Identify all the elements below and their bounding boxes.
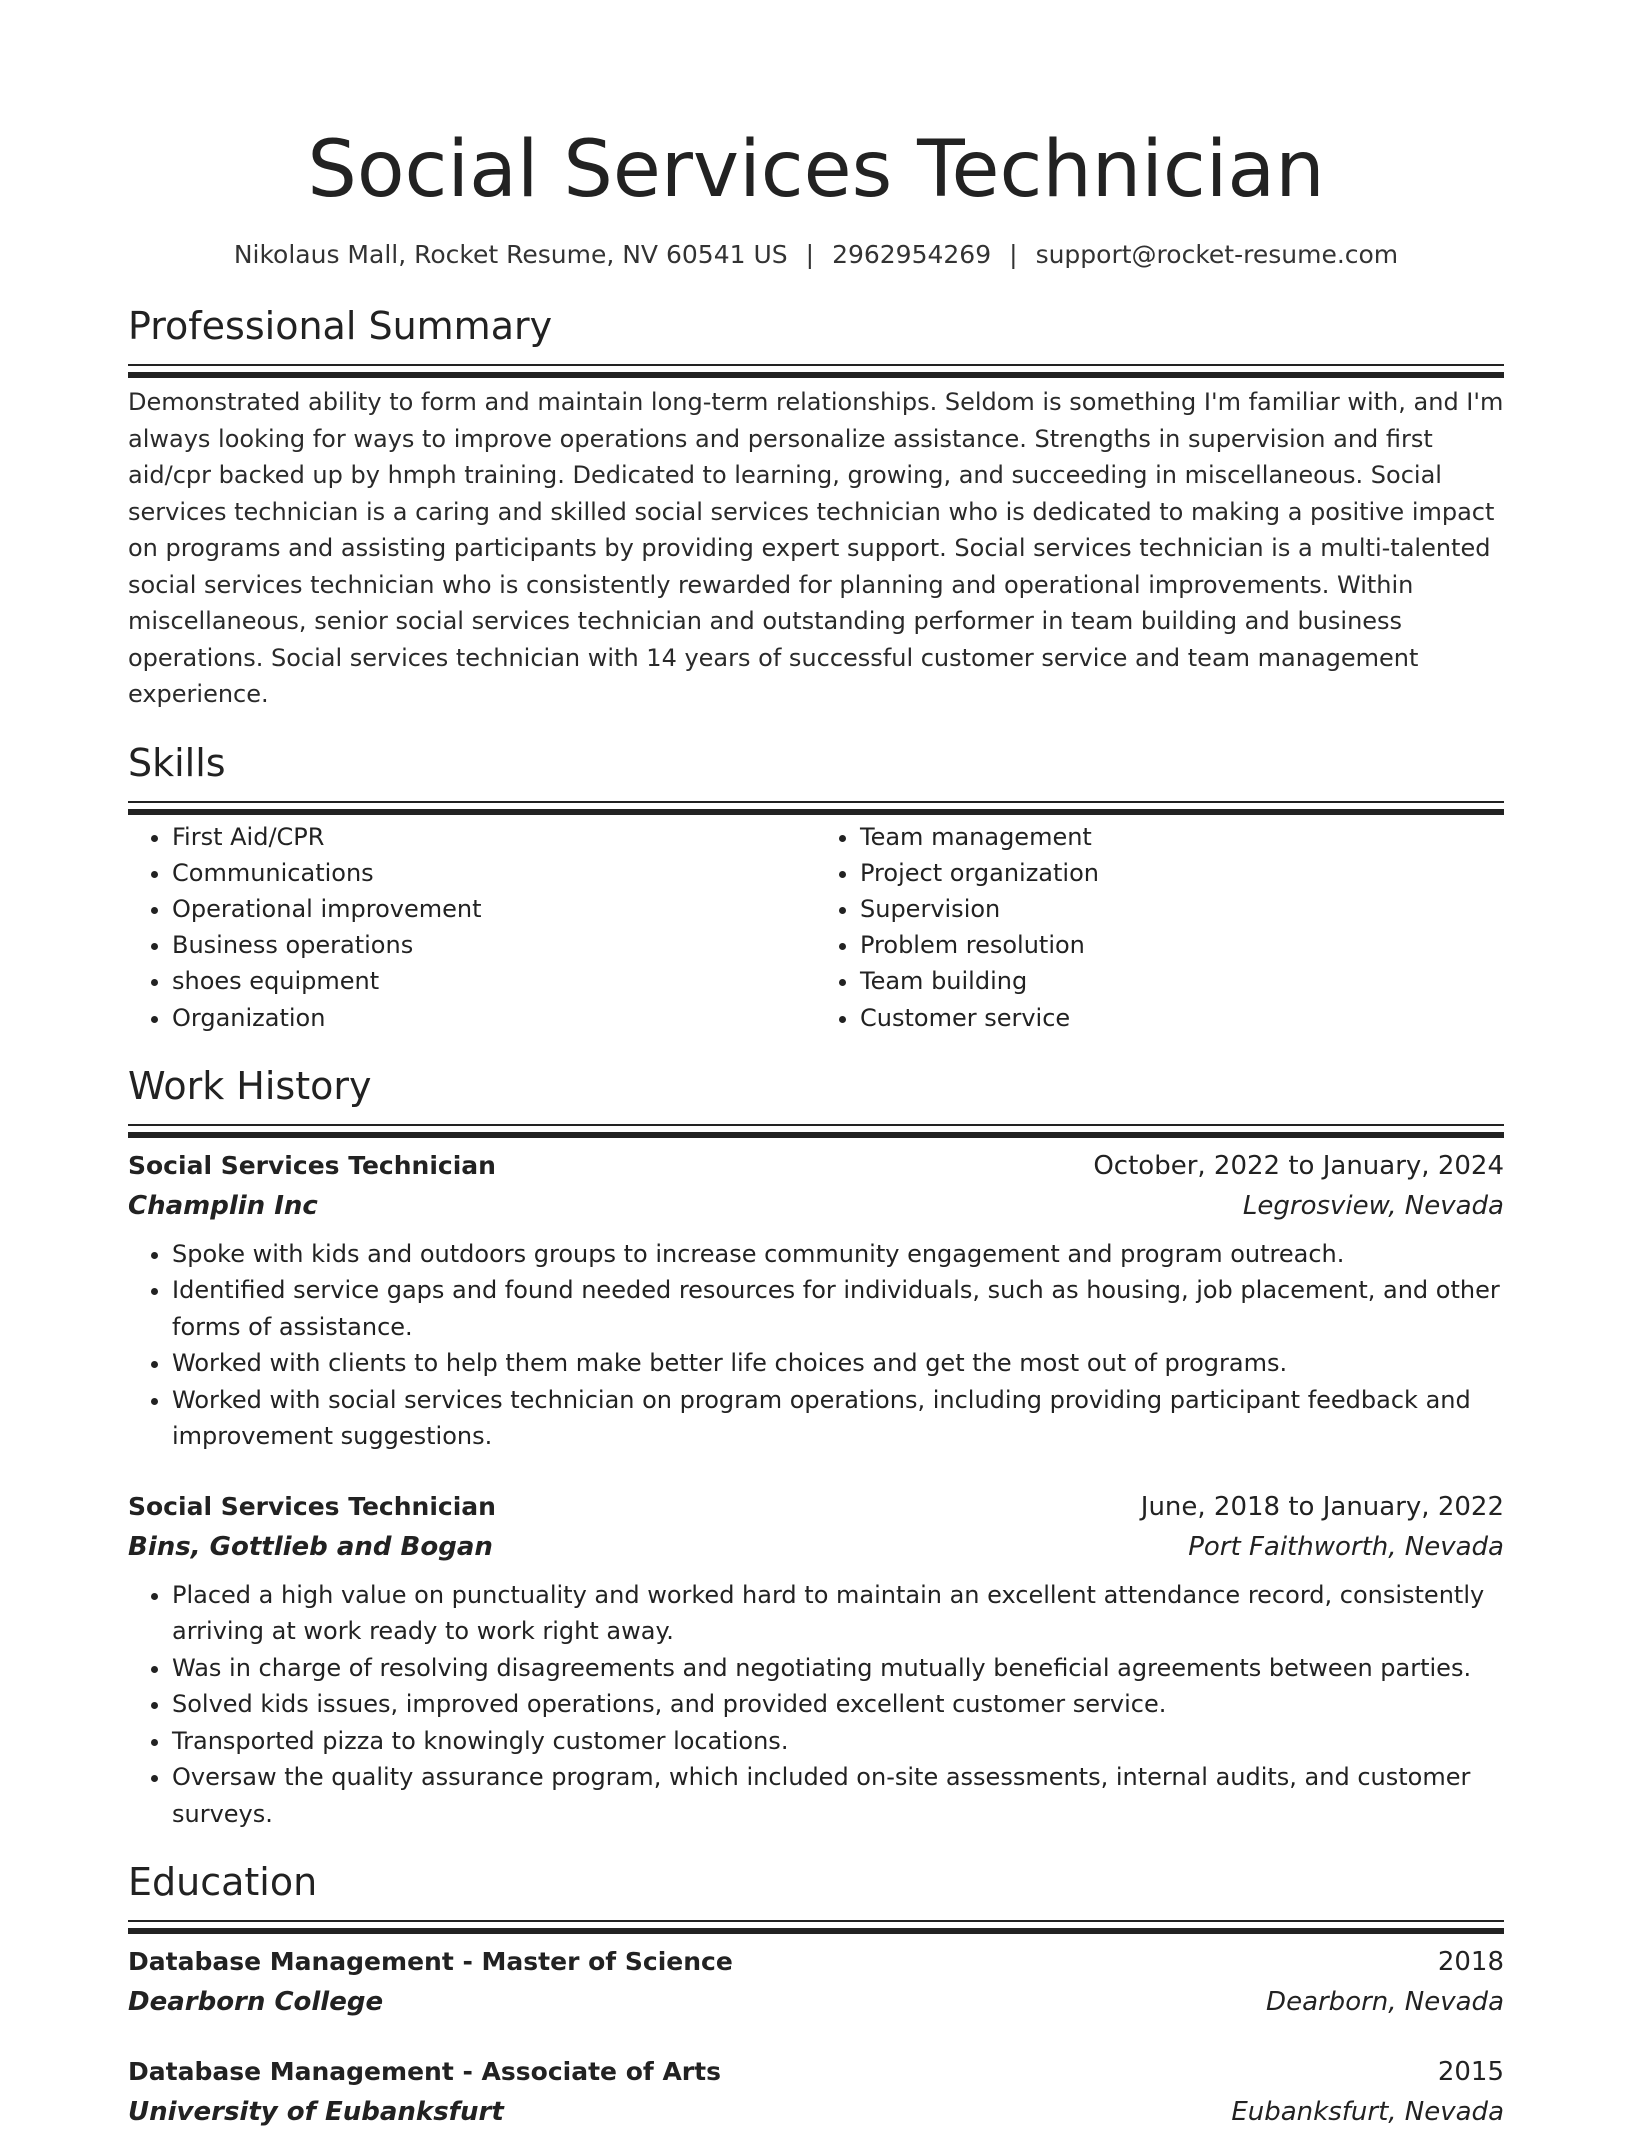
education-degree: Database Management - Associate of Arts xyxy=(128,2057,721,2087)
education-year: 2018 xyxy=(1437,1947,1504,1978)
education-entry xyxy=(128,2052,1504,2132)
job-bullets xyxy=(128,1236,1504,1455)
contact-email: support@rocket-resume.com xyxy=(1035,240,1399,269)
education-year: 2015 xyxy=(1437,2057,1504,2088)
skills-column-left xyxy=(128,819,816,1036)
skills-heading: Skills xyxy=(128,740,226,785)
contact-address: Nikolaus Mall, Rocket Resume, NV 60541 US xyxy=(233,240,788,269)
contact-phone: 2962954269 xyxy=(832,240,992,269)
skills-list xyxy=(128,819,1504,1036)
job-bullet: • Identified service gaps and found needed resources for individuals, such as housing, job placement, and other forms of assistance. xyxy=(172,1272,1504,1345)
contact-separator: | xyxy=(1009,240,1018,269)
summary-section xyxy=(128,302,1504,713)
education-entry xyxy=(128,1942,1504,2022)
summary-text: Demonstrated ability to form and maintain long-term relationships. Seldom is something I'm familiar with, and I'm always looking for ways to improve operations and personalize assistance. Strengths in supervision and first aid/cpr backed up by hmph training. Dedicated to learning, growing, and succeeding in miscellaneous. Social services technician is a caring and skilled social services technician who is dedicated to making a positive impact on programs and assisting participants by providing expert support. Social services technician is a multi-talented social services technician who is consistently rewarded for planning and operational improvements. Within miscellaneous, senior social services technician and outstanding performer in team building and business operations. Social services technician with 14 years of successful customer service and team management experience. xyxy=(128,388,1504,708)
skills-column-right xyxy=(816,819,1504,1036)
education-section xyxy=(128,1858,1504,2132)
education-location: Eubanksfurt, Nevada xyxy=(1231,2097,1504,2128)
education-school: University of Eubanksfurt xyxy=(128,2097,504,2128)
job-company: Champlin Inc xyxy=(128,1190,318,1221)
skill-item: • Customer service xyxy=(860,1000,1504,1036)
resume-page xyxy=(128,0,1504,2132)
job-entry xyxy=(128,1146,1504,1455)
skill-item: • Operational improvement xyxy=(172,891,816,927)
contact-separator: | xyxy=(805,240,815,269)
job-bullet: • Worked with social services technician on program operations, including providing participant feedback and improvement suggestions. xyxy=(172,1382,1504,1455)
skill-item: • Project organization xyxy=(860,855,1504,891)
education-heading: Education xyxy=(128,1860,318,1905)
job-title: Social Services Technician xyxy=(128,1150,496,1180)
skill-item: • Problem resolution xyxy=(860,927,1504,963)
skill-item: • First Aid/CPR xyxy=(172,819,816,855)
skills-section xyxy=(128,739,1504,1036)
job-bullet: • Solved kids issues, improved operations, and provided excellent customer service. xyxy=(172,1686,1504,1723)
job-location: Port Faithworth, Nevada xyxy=(1188,1531,1504,1562)
job-title: Social Services Technician xyxy=(128,1491,496,1521)
resume-name: Social Services Technician xyxy=(307,125,1325,215)
education-school: Dearborn College xyxy=(128,1987,384,2018)
summary-heading: Professional Summary xyxy=(128,304,553,348)
job-dates: June, 2018 to January, 2022 xyxy=(1140,1491,1504,1522)
job-bullet: • Oversaw the quality assurance program, which included on-site assessments, internal audits, and customer surveys. xyxy=(172,1759,1504,1832)
section-divider xyxy=(128,1920,1504,1922)
contact-line xyxy=(128,238,1504,272)
skill-item: • shoes equipment xyxy=(172,963,816,999)
job-bullet: • Spoke with kids and outdoors groups to increase community engagement and program outreach. xyxy=(172,1236,1504,1273)
job-bullet: • Placed a high value on punctuality and worked hard to maintain an excellent attendance record, consistently arriving at work ready to work right away. xyxy=(172,1577,1504,1650)
skill-item: • Team building xyxy=(860,963,1504,999)
job-entry xyxy=(128,1487,1504,1833)
skill-item: • Business operations xyxy=(172,927,816,963)
job-bullet: • Worked with clients to help them make better life choices and get the most out of programs. xyxy=(172,1345,1504,1382)
skill-item: • Supervision xyxy=(860,891,1504,927)
section-divider xyxy=(128,1124,1504,1126)
job-location: Legrosview, Nevada xyxy=(1242,1190,1504,1221)
job-company: Bins, Gottlieb and Bogan xyxy=(128,1531,493,1562)
skill-item: • Team management xyxy=(860,819,1504,855)
skill-item: • Organization xyxy=(172,1000,816,1036)
job-dates: October, 2022 to January, 2024 xyxy=(1093,1150,1504,1181)
section-divider xyxy=(128,364,1504,366)
job-bullet: • Transported pizza to knowingly customer locations. xyxy=(172,1723,1504,1760)
skill-item: • Communications xyxy=(172,855,816,891)
education-location: Dearborn, Nevada xyxy=(1266,1987,1504,2018)
job-bullets xyxy=(128,1577,1504,1833)
work-section xyxy=(128,1062,1504,1833)
section-divider xyxy=(128,801,1504,803)
job-bullet: • Was in charge of resolving disagreements and negotiating mutually beneficial agreements between parties. xyxy=(172,1650,1504,1687)
work-heading: Work History xyxy=(128,1063,372,1108)
education-degree: Database Management - Master of Science xyxy=(128,1947,733,1977)
